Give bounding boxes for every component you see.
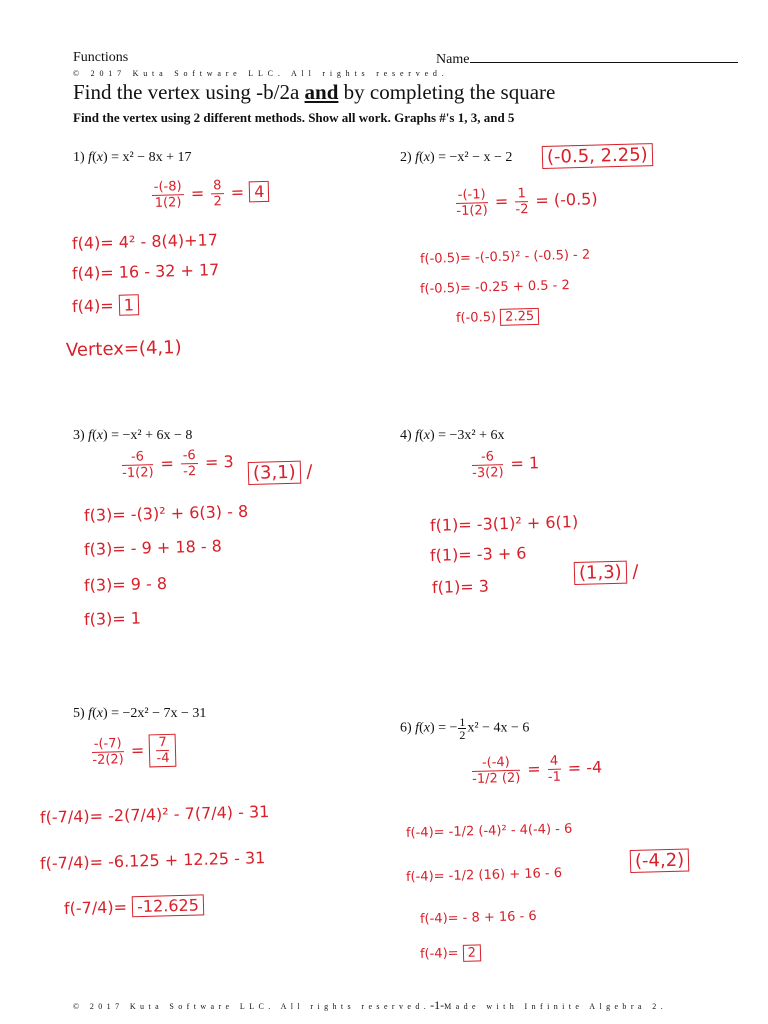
p6-work-line-2: f(-4)= -1/2 (16) + 16 - 6 [405,865,563,885]
p4-work-line-2: f(1)= -3 + 6 [429,543,527,565]
p3-work-line-4: f(3)= 1 [83,608,142,629]
name-blank-line [470,50,738,63]
name-label: Name [436,52,470,67]
title-prefix: Find the vertex using -b/2a [73,80,305,104]
p6-axis-formula: $\frac{-(-4)}{-1/2 (2)}$ = $\frac{4}{-1}$ = -4 [472,753,603,787]
p3-answer: (3,1) / [248,460,313,485]
problem-number: 6) [400,720,412,736]
footer-copyright: © 2017 Kuta Software LLC. All rights reserved. [73,1002,431,1011]
name-field [436,50,738,68]
problem-equation: = −3x² + 6x [438,428,505,443]
problem-number: 3) [73,428,85,443]
problem-number: 5) [73,706,85,721]
problem-equation: = −x² − x − 2 [438,150,513,165]
p2-work-line-2: f(-0.5)= -0.25 + 0.5 - 2 [419,278,570,297]
p6-work-line-4: f(-4)= 2 [420,944,481,963]
p5-work-line-3: f(-7/4)= -12.625 [64,894,204,919]
coefficient-fraction: $\frac{1}{2}$ [459,715,466,742]
problem-equation: = −x² + 6x − 8 [111,428,193,443]
p3-axis-formula: $\frac{-6}{-1(2)}$ = $\frac{-6}{-2}$ = 3 [122,448,234,481]
p6-work-line-3: f(-4)= - 8 + 16 - 6 [419,908,537,927]
p6-answer: (-4,2) [630,848,690,873]
problem-number: 2) [400,150,412,165]
p1-work-line-1: f(4)= 4² - 8(4)+17 [71,230,219,253]
problem-number: 4) [400,428,412,443]
footer-credit: Made with Infinite Algebra 2. [444,1002,668,1011]
p6-work-line-1: f(-4)= -1/2 (-4)² - 4(-4) - 6 [405,821,573,841]
problem-equation-start: = − [438,720,458,736]
problem-equation: = x² − 8x + 17 [111,150,192,165]
p3-work-line-3: f(3)= 9 - 8 [83,573,168,595]
problem-equation: = −2x² − 7x − 31 [111,706,207,721]
p4-work-line-3: f(1)= 3 [431,576,490,597]
problem-number: 1) [73,150,85,165]
problem-equation-end: x² − 4x − 6 [467,720,530,736]
problem-5: 5) f(x) = −2x² − 7x − 31 [73,706,207,721]
p1-axis-formula: $\frac{-(-8)}{1(2)}$ = $\frac{8}{2}$ = 4 [150,177,270,211]
problem-3: 3) f(x) = −x² + 6x − 8 [73,428,193,443]
p5-axis-formula: $\frac{-(-7)}{-2(2)}$ = $\frac{7}{-4}$ [90,734,177,769]
p3-work-line-2: f(3)= - 9 + 18 - 8 [83,536,223,559]
p1-work-line-2: f(4)= 16 - 32 + 17 [71,260,220,283]
instructions: Find the vertex using 2 different methods. Show all work. Graphs #'s 1, 3, and 5 [73,110,515,125]
p3-work-line-1: f(3)= -(3)² + 6(3) - 8 [83,501,249,525]
p4-axis-formula: $\frac{-6}{-3(2)}$ = 1 [472,449,540,481]
worksheet-title [73,80,555,105]
copyright-notice: © 2017 Kuta Software LLC. All rights reserved. [73,69,449,78]
p2-work-line-1: f(-0.5)= -(-0.5)² - (-0.5) - 2 [419,247,591,267]
p2-answer: (-0.5, 2.25) [542,143,653,169]
problem-1: 1) f(x) = x² − 8x + 17 [73,150,192,165]
problem-4: 4) f(x) = −3x² + 6x [400,428,505,443]
title-emphasis: and [304,80,339,104]
p1-vertex: Vertex=(4,1) [65,336,182,361]
problem-6: 6) f(x) = − $\frac{1}{2}$ x² − 4x − 6 [400,715,530,742]
p2-axis-formula: $\frac{-(-1)}{-1(2)}$ = $\frac{1}{-2}$ = (-0.5) [456,186,598,219]
page-number: -1- [430,998,445,1012]
p2-work-line-3: f(-0.5) 2.25 [456,308,540,327]
p1-work-line-3: f(4)= 1 [72,294,140,317]
title-suffix: by completing the square [338,80,556,104]
p5-work-line-1: f(-7/4)= -2(7/4)² - 7(7/4) - 31 [39,801,270,827]
subject-label: Functions [73,50,129,65]
p4-work-line-1: f(1)= -3(1)² + 6(1) [429,512,579,535]
p4-answer: (1,3) / [574,560,639,585]
page-footer [73,998,667,1013]
problem-2: 2) f(x) = −x² − x − 2 [400,150,513,165]
p5-work-line-2: f(-7/4)= -6.125 + 12.25 - 31 [39,848,266,873]
